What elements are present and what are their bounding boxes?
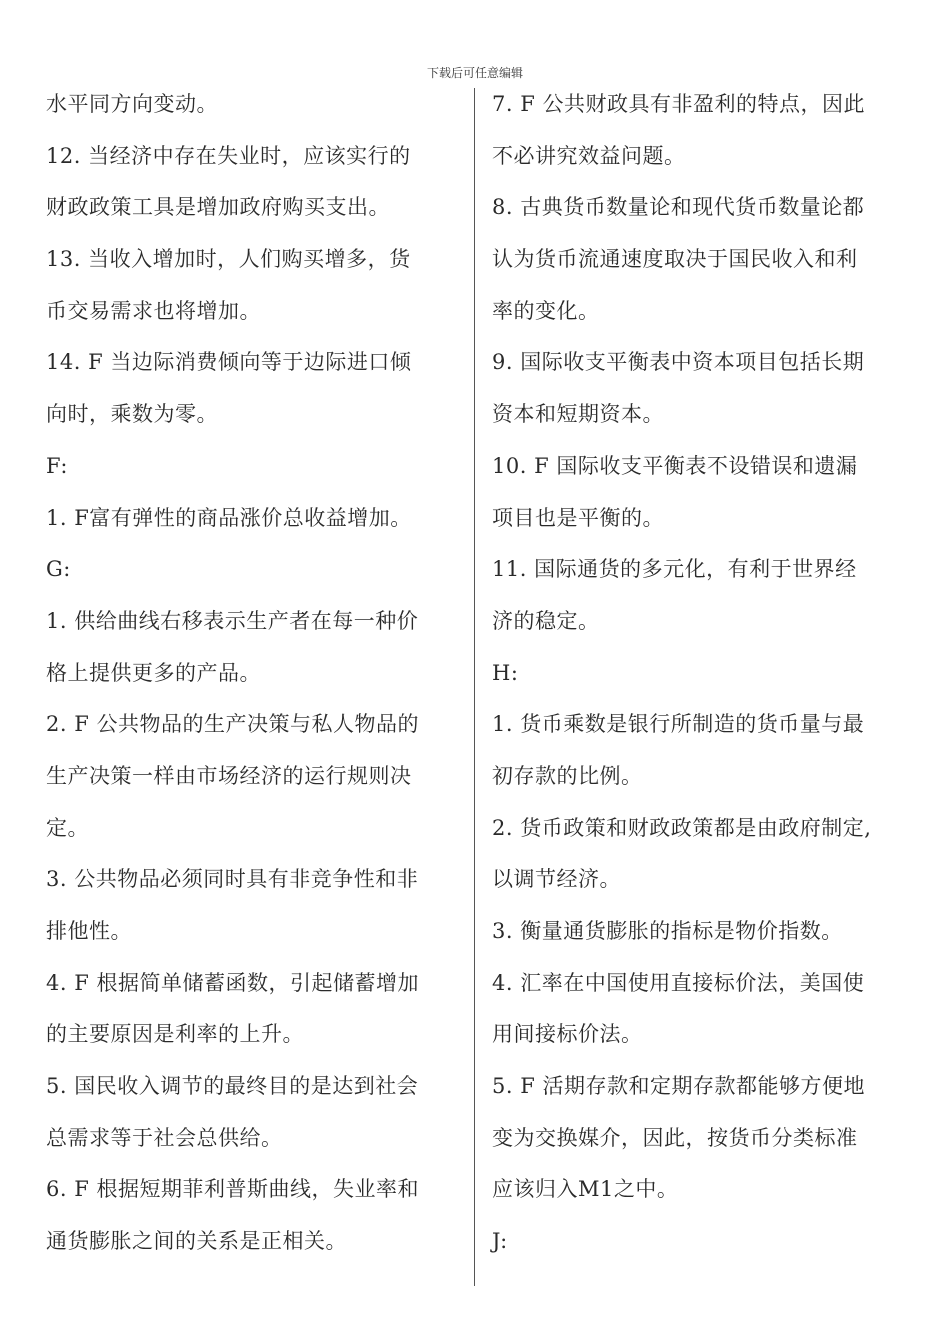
text-line: 8. 古典货币数量论和现代货币数量论都 [492,195,865,220]
text-line: 用间接标价法。 [492,1022,643,1047]
text-line: 向时，乘数为零。 [46,402,218,427]
text-line: 2. 货币政策和财政政策都是由政府制定, [492,815,872,840]
text-line: 14. F 当边际消费倾向等于边际进口倾 [46,350,412,375]
section-heading: J: [492,1229,508,1254]
page-header: 下载后可任意编辑 [426,66,523,80]
text-line: 认为货币流通速度取决于国民收入和利 [492,247,858,272]
text-line: 率的变化。 [492,298,600,323]
text-line: 的主要原因是利率的上升。 [46,1022,304,1047]
text-line: 9. 国际收支平衡表中资本项目包括长期 [492,350,865,375]
text-line: 4. F 根据简单储蓄函数，引起储蓄增加 [46,970,419,995]
text-line: 初存款的比例。 [492,763,643,788]
text-line: 济的稳定。 [492,608,600,633]
section-heading: G: [46,557,71,582]
text-line: 10. F 国际收支平衡表不设错误和遗漏 [492,453,858,478]
text-line: 格上提供更多的产品。 [46,660,261,685]
text-line: 排他性。 [46,919,132,943]
text-line: 定。 [46,815,89,840]
text-line: 生产决策一样由市场经济的运行规则决 [46,763,412,788]
text-line: 以调节经济。 [492,867,621,892]
text-line: 5. F 活期存款和定期存款都能够方便地 [492,1074,865,1099]
text-line: 1. 供给曲线右移表示生产者在每一种价 [46,608,419,633]
right-column [492,79,912,1268]
text-line: 1. F富有弹性的商品涨价总收益增加。 [46,505,412,530]
text-line: 币交易需求也将增加。 [46,298,261,323]
text-line: 12. 当经济中存在失业时，应该实行的 [46,143,411,168]
text-line: 总需求等于社会总供给。 [46,1125,283,1150]
left-column [46,79,466,1268]
text-line: 11. 国际通货的多元化，有利于世界经 [492,557,857,582]
text-line: 财政政策工具是增加政府购买支出。 [46,195,390,220]
text-line: 3. 公共物品必须同时具有非竞争性和非 [46,867,419,892]
column-divider [474,88,475,1286]
text-line: 资本和短期资本。 [492,402,664,427]
text-line: 2. F 公共物品的生产决策与私人物品的 [46,712,419,737]
text-line: 7. F 公共财政具有非盈利的特点，因此 [492,92,865,116]
text-line: 不必讲究效益问题。 [492,143,686,168]
text-line: 应该归入M1之中。 [492,1177,679,1202]
text-line: 3. 衡量通货膨胀的指标是物价指数。 [492,919,843,943]
text-line: 4. 汇率在中国使用直接标价法，美国使 [492,970,865,995]
text-line: 13. 当收入增加时，人们购买增多，货 [46,247,411,272]
text-line: 通货膨胀之间的关系是正相关。 [46,1229,347,1254]
text-line: 项目也是平衡的。 [492,505,664,530]
text-line: 1. 货币乘数是银行所制造的货币量与最 [492,712,865,737]
section-heading: H: [492,660,519,685]
text-line: 5. 国民收入调节的最终目的是达到社会 [46,1074,419,1099]
text-line: 6. F 根据短期菲利普斯曲线，失业率和 [46,1177,419,1202]
section-heading: F: [46,453,68,478]
text-line: 水平同方向变动。 [46,92,218,116]
text-line: 变为交换媒介，因此，按货币分类标准 [492,1125,858,1150]
